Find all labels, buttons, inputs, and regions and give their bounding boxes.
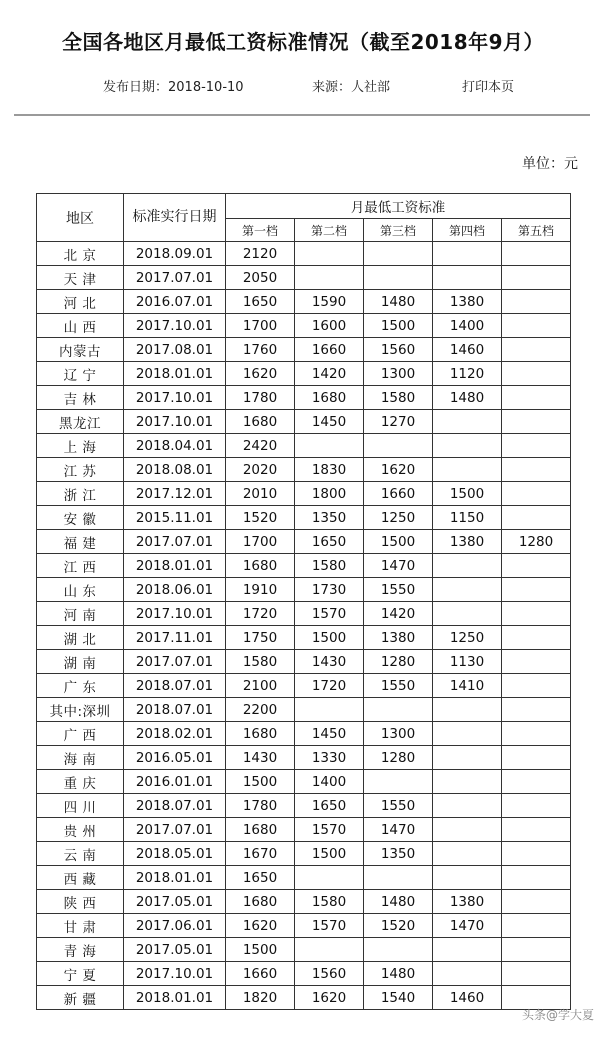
cell-tier-5 — [502, 842, 571, 866]
cell-tier-2: 1330 — [295, 746, 364, 770]
cell-tier-1: 1680 — [226, 722, 295, 746]
cell-region: 江 西 — [37, 554, 124, 578]
cell-tier-4 — [433, 818, 502, 842]
cell-tier-4: 1130 — [433, 650, 502, 674]
header-tier-3: 第三档 — [364, 219, 433, 242]
cell-tier-1: 2120 — [226, 242, 295, 266]
cell-tier-2: 1660 — [295, 338, 364, 362]
cell-effective-date: 2016.05.01 — [124, 746, 226, 770]
cell-tier-3: 1660 — [364, 482, 433, 506]
header-tier-4: 第四档 — [433, 219, 502, 242]
table-row — [37, 674, 571, 698]
cell-tier-2: 1580 — [295, 554, 364, 578]
header-tier-1: 第一档 — [226, 219, 295, 242]
cell-tier-5 — [502, 578, 571, 602]
cell-tier-5 — [502, 698, 571, 722]
cell-tier-5 — [502, 290, 571, 314]
cell-tier-4: 1460 — [433, 986, 502, 1010]
cell-effective-date: 2017.08.01 — [124, 338, 226, 362]
cell-effective-date: 2017.07.01 — [124, 530, 226, 554]
table-row — [37, 434, 571, 458]
cell-tier-1: 1620 — [226, 362, 295, 386]
cell-tier-3: 1580 — [364, 386, 433, 410]
cell-effective-date: 2018.05.01 — [124, 842, 226, 866]
cell-tier-5 — [502, 866, 571, 890]
cell-tier-2: 1830 — [295, 458, 364, 482]
cell-tier-1: 1680 — [226, 818, 295, 842]
table-row — [37, 242, 571, 266]
cell-tier-3 — [364, 266, 433, 290]
cell-region: 湖 北 — [37, 626, 124, 650]
cell-effective-date: 2018.04.01 — [124, 434, 226, 458]
cell-tier-4: 1480 — [433, 386, 502, 410]
cell-tier-2: 1800 — [295, 482, 364, 506]
cell-tier-3 — [364, 242, 433, 266]
cell-tier-1: 1780 — [226, 794, 295, 818]
cell-tier-5: 1280 — [502, 530, 571, 554]
cell-tier-1: 1700 — [226, 530, 295, 554]
cell-tier-2: 1500 — [295, 842, 364, 866]
cell-tier-4 — [433, 602, 502, 626]
cell-tier-3: 1280 — [364, 746, 433, 770]
cell-tier-2: 1720 — [295, 674, 364, 698]
table-row — [37, 290, 571, 314]
cell-region: 浙 江 — [37, 482, 124, 506]
cell-region: 贵 州 — [37, 818, 124, 842]
cell-tier-1: 1660 — [226, 962, 295, 986]
cell-tier-3: 1550 — [364, 578, 433, 602]
table-row — [37, 746, 571, 770]
cell-tier-3: 1540 — [364, 986, 433, 1010]
cell-effective-date: 2017.11.01 — [124, 626, 226, 650]
cell-tier-1: 1500 — [226, 770, 295, 794]
cell-tier-1: 2420 — [226, 434, 295, 458]
table-row — [37, 338, 571, 362]
cell-tier-5 — [502, 554, 571, 578]
cell-tier-5 — [502, 266, 571, 290]
print-page-link[interactable]: 打印本页 — [462, 80, 515, 95]
cell-tier-2: 1730 — [295, 578, 364, 602]
cell-tier-4: 1500 — [433, 482, 502, 506]
cell-tier-1: 1820 — [226, 986, 295, 1010]
table-row — [37, 410, 571, 434]
cell-region: 山 西 — [37, 314, 124, 338]
cell-tier-2: 1600 — [295, 314, 364, 338]
cell-tier-1: 1910 — [226, 578, 295, 602]
table-row — [37, 890, 571, 914]
cell-region: 北 京 — [37, 242, 124, 266]
cell-tier-2: 1620 — [295, 986, 364, 1010]
cell-tier-3: 1250 — [364, 506, 433, 530]
table-row — [37, 386, 571, 410]
cell-tier-1: 1670 — [226, 842, 295, 866]
cell-tier-1: 1650 — [226, 866, 295, 890]
cell-tier-2: 1590 — [295, 290, 364, 314]
cell-region: 河 北 — [37, 290, 124, 314]
cell-tier-4 — [433, 458, 502, 482]
cell-tier-5 — [502, 458, 571, 482]
cell-tier-5 — [502, 338, 571, 362]
cell-tier-1: 1500 — [226, 938, 295, 962]
cell-tier-1: 1430 — [226, 746, 295, 770]
cell-tier-1: 1680 — [226, 890, 295, 914]
cell-tier-3: 1480 — [364, 890, 433, 914]
cell-tier-4: 1150 — [433, 506, 502, 530]
cell-region: 广 东 — [37, 674, 124, 698]
cell-tier-5 — [502, 362, 571, 386]
cell-region: 内蒙古 — [37, 338, 124, 362]
cell-tier-1: 1750 — [226, 626, 295, 650]
cell-effective-date: 2017.10.01 — [124, 386, 226, 410]
cell-tier-1: 2020 — [226, 458, 295, 482]
cell-region: 西 藏 — [37, 866, 124, 890]
cell-tier-4 — [433, 842, 502, 866]
cell-effective-date: 2017.07.01 — [124, 650, 226, 674]
cell-tier-5 — [502, 722, 571, 746]
cell-tier-4: 1380 — [433, 890, 502, 914]
table-row — [37, 770, 571, 794]
cell-effective-date: 2017.06.01 — [124, 914, 226, 938]
cell-tier-2 — [295, 866, 364, 890]
cell-region: 重 庆 — [37, 770, 124, 794]
table-row — [37, 986, 571, 1010]
cell-region: 广 西 — [37, 722, 124, 746]
cell-tier-3 — [364, 938, 433, 962]
cell-tier-1: 1650 — [226, 290, 295, 314]
cell-tier-3 — [364, 698, 433, 722]
table-row — [37, 458, 571, 482]
cell-effective-date: 2018.08.01 — [124, 458, 226, 482]
cell-tier-2 — [295, 266, 364, 290]
cell-region: 湖 南 — [37, 650, 124, 674]
cell-tier-3: 1300 — [364, 362, 433, 386]
cell-tier-5 — [502, 794, 571, 818]
cell-tier-2: 1560 — [295, 962, 364, 986]
cell-tier-4 — [433, 242, 502, 266]
table-row — [37, 842, 571, 866]
header-effective-date: 标准实行日期 — [124, 194, 226, 242]
cell-tier-1: 1680 — [226, 410, 295, 434]
cell-tier-3 — [364, 770, 433, 794]
table-row — [37, 818, 571, 842]
cell-region: 安 徽 — [37, 506, 124, 530]
cell-tier-3: 1550 — [364, 674, 433, 698]
cell-tier-1: 1620 — [226, 914, 295, 938]
cell-region: 青 海 — [37, 938, 124, 962]
cell-tier-3: 1350 — [364, 842, 433, 866]
cell-tier-5 — [502, 410, 571, 434]
cell-tier-5 — [502, 650, 571, 674]
watermark: 头条@学大夏 — [521, 1008, 594, 1022]
cell-effective-date: 2018.02.01 — [124, 722, 226, 746]
cell-tier-5 — [502, 890, 571, 914]
cell-effective-date: 2018.06.01 — [124, 578, 226, 602]
publish-date: 发布日期：2018-10-10 — [103, 80, 244, 95]
cell-tier-5 — [502, 314, 571, 338]
cell-tier-4 — [433, 698, 502, 722]
cell-effective-date: 2018.01.01 — [124, 362, 226, 386]
cell-region: 江 苏 — [37, 458, 124, 482]
minimum-wage-table — [36, 193, 571, 1010]
table-row — [37, 602, 571, 626]
cell-effective-date: 2016.07.01 — [124, 290, 226, 314]
cell-tier-1: 1680 — [226, 554, 295, 578]
cell-effective-date: 2017.12.01 — [124, 482, 226, 506]
table-row — [37, 506, 571, 530]
cell-tier-3: 1520 — [364, 914, 433, 938]
cell-tier-4: 1460 — [433, 338, 502, 362]
cell-tier-5 — [502, 938, 571, 962]
cell-tier-2: 1450 — [295, 410, 364, 434]
cell-tier-4: 1400 — [433, 314, 502, 338]
cell-region: 四 川 — [37, 794, 124, 818]
cell-effective-date: 2018.01.01 — [124, 986, 226, 1010]
cell-tier-3: 1620 — [364, 458, 433, 482]
cell-region: 新 疆 — [37, 986, 124, 1010]
cell-effective-date: 2017.05.01 — [124, 890, 226, 914]
cell-effective-date: 2016.01.01 — [124, 770, 226, 794]
cell-tier-5 — [502, 434, 571, 458]
cell-tier-2: 1650 — [295, 530, 364, 554]
cell-tier-1: 1580 — [226, 650, 295, 674]
cell-tier-5 — [502, 770, 571, 794]
cell-tier-1: 2010 — [226, 482, 295, 506]
cell-region: 天 津 — [37, 266, 124, 290]
cell-tier-1: 1760 — [226, 338, 295, 362]
cell-effective-date: 2018.07.01 — [124, 698, 226, 722]
cell-tier-4: 1380 — [433, 290, 502, 314]
cell-tier-1: 2200 — [226, 698, 295, 722]
cell-tier-4 — [433, 434, 502, 458]
cell-tier-5 — [502, 602, 571, 626]
cell-region: 宁 夏 — [37, 962, 124, 986]
table-row — [37, 578, 571, 602]
cell-tier-3: 1480 — [364, 290, 433, 314]
page-title: 全国各地区月最低工资标准情况（截至2018年9月） — [61, 30, 545, 54]
cell-tier-3: 1420 — [364, 602, 433, 626]
unit-label: 单位：元 — [522, 156, 578, 172]
cell-tier-3: 1560 — [364, 338, 433, 362]
cell-effective-date: 2017.05.01 — [124, 938, 226, 962]
table-row — [37, 266, 571, 290]
cell-tier-2: 1680 — [295, 386, 364, 410]
cell-region: 云 南 — [37, 842, 124, 866]
cell-region: 甘 肃 — [37, 914, 124, 938]
cell-tier-1: 1780 — [226, 386, 295, 410]
cell-effective-date: 2017.10.01 — [124, 962, 226, 986]
cell-tier-4 — [433, 794, 502, 818]
cell-tier-1: 1520 — [226, 506, 295, 530]
cell-tier-3 — [364, 434, 433, 458]
cell-effective-date: 2018.07.01 — [124, 794, 226, 818]
table-row — [37, 362, 571, 386]
cell-tier-3 — [364, 866, 433, 890]
header-wage-standard: 月最低工资标准 — [226, 194, 571, 219]
cell-effective-date: 2017.10.01 — [124, 410, 226, 434]
cell-tier-2 — [295, 434, 364, 458]
cell-tier-4 — [433, 266, 502, 290]
cell-tier-3: 1470 — [364, 818, 433, 842]
cell-region: 陕 西 — [37, 890, 124, 914]
cell-tier-4 — [433, 866, 502, 890]
cell-tier-5 — [502, 818, 571, 842]
cell-tier-4: 1250 — [433, 626, 502, 650]
cell-tier-3: 1470 — [364, 554, 433, 578]
cell-tier-4 — [433, 770, 502, 794]
cell-effective-date: 2017.10.01 — [124, 602, 226, 626]
cell-tier-4 — [433, 578, 502, 602]
cell-tier-4: 1470 — [433, 914, 502, 938]
cell-tier-5 — [502, 626, 571, 650]
cell-tier-2: 1580 — [295, 890, 364, 914]
table-row — [37, 794, 571, 818]
cell-tier-4 — [433, 962, 502, 986]
cell-effective-date: 2018.09.01 — [124, 242, 226, 266]
cell-tier-2: 1570 — [295, 914, 364, 938]
cell-effective-date: 2017.07.01 — [124, 266, 226, 290]
table-row — [37, 938, 571, 962]
table-row — [37, 554, 571, 578]
cell-region: 河 南 — [37, 602, 124, 626]
cell-region: 吉 林 — [37, 386, 124, 410]
cell-tier-2: 1500 — [295, 626, 364, 650]
cell-tier-4: 1120 — [433, 362, 502, 386]
cell-tier-3: 1500 — [364, 314, 433, 338]
header-region: 地区 — [37, 194, 124, 242]
cell-region: 其中:深圳 — [37, 698, 124, 722]
table-row — [37, 626, 571, 650]
cell-region: 福 建 — [37, 530, 124, 554]
table-row — [37, 482, 571, 506]
cell-tier-5 — [502, 746, 571, 770]
cell-tier-5 — [502, 674, 571, 698]
cell-tier-2: 1650 — [295, 794, 364, 818]
cell-tier-1: 2100 — [226, 674, 295, 698]
cell-tier-2 — [295, 938, 364, 962]
cell-tier-3: 1300 — [364, 722, 433, 746]
cell-tier-4 — [433, 410, 502, 434]
cell-effective-date: 2018.01.01 — [124, 554, 226, 578]
cell-tier-3: 1480 — [364, 962, 433, 986]
table-body — [37, 242, 571, 1010]
table-row — [37, 866, 571, 890]
table-row — [37, 314, 571, 338]
header-tier-5: 第五档 — [502, 219, 571, 242]
header-tier-2: 第二档 — [295, 219, 364, 242]
cell-region: 辽 宁 — [37, 362, 124, 386]
cell-tier-2: 1570 — [295, 818, 364, 842]
cell-tier-3: 1380 — [364, 626, 433, 650]
cell-tier-4 — [433, 938, 502, 962]
source-label: 来源：人社部 — [312, 80, 391, 95]
cell-tier-2: 1400 — [295, 770, 364, 794]
table-row — [37, 698, 571, 722]
cell-effective-date: 2018.01.01 — [124, 866, 226, 890]
cell-tier-5 — [502, 506, 571, 530]
cell-tier-5 — [502, 482, 571, 506]
cell-tier-2: 1450 — [295, 722, 364, 746]
cell-tier-4 — [433, 746, 502, 770]
cell-tier-2: 1430 — [295, 650, 364, 674]
cell-tier-5 — [502, 386, 571, 410]
cell-tier-2: 1350 — [295, 506, 364, 530]
cell-tier-2 — [295, 242, 364, 266]
cell-tier-4: 1380 — [433, 530, 502, 554]
header-divider — [14, 114, 590, 116]
table-row — [37, 722, 571, 746]
cell-region: 海 南 — [37, 746, 124, 770]
table-row — [37, 530, 571, 554]
cell-tier-5 — [502, 914, 571, 938]
cell-effective-date: 2018.07.01 — [124, 674, 226, 698]
cell-tier-2 — [295, 698, 364, 722]
cell-tier-5 — [502, 962, 571, 986]
table-row — [37, 914, 571, 938]
cell-effective-date: 2015.11.01 — [124, 506, 226, 530]
cell-tier-1: 1720 — [226, 602, 295, 626]
cell-tier-4 — [433, 722, 502, 746]
cell-tier-1: 2050 — [226, 266, 295, 290]
cell-tier-3: 1280 — [364, 650, 433, 674]
cell-region: 上 海 — [37, 434, 124, 458]
cell-tier-2: 1570 — [295, 602, 364, 626]
table-row — [37, 650, 571, 674]
cell-tier-3: 1270 — [364, 410, 433, 434]
cell-tier-4: 1410 — [433, 674, 502, 698]
cell-effective-date: 2017.07.01 — [124, 818, 226, 842]
cell-tier-4 — [433, 554, 502, 578]
cell-tier-1: 1700 — [226, 314, 295, 338]
cell-effective-date: 2017.10.01 — [124, 314, 226, 338]
cell-region: 黑龙江 — [37, 410, 124, 434]
cell-tier-3: 1550 — [364, 794, 433, 818]
table-row — [37, 962, 571, 986]
cell-tier-2: 1420 — [295, 362, 364, 386]
cell-tier-3: 1500 — [364, 530, 433, 554]
cell-region: 山 东 — [37, 578, 124, 602]
cell-tier-5 — [502, 242, 571, 266]
